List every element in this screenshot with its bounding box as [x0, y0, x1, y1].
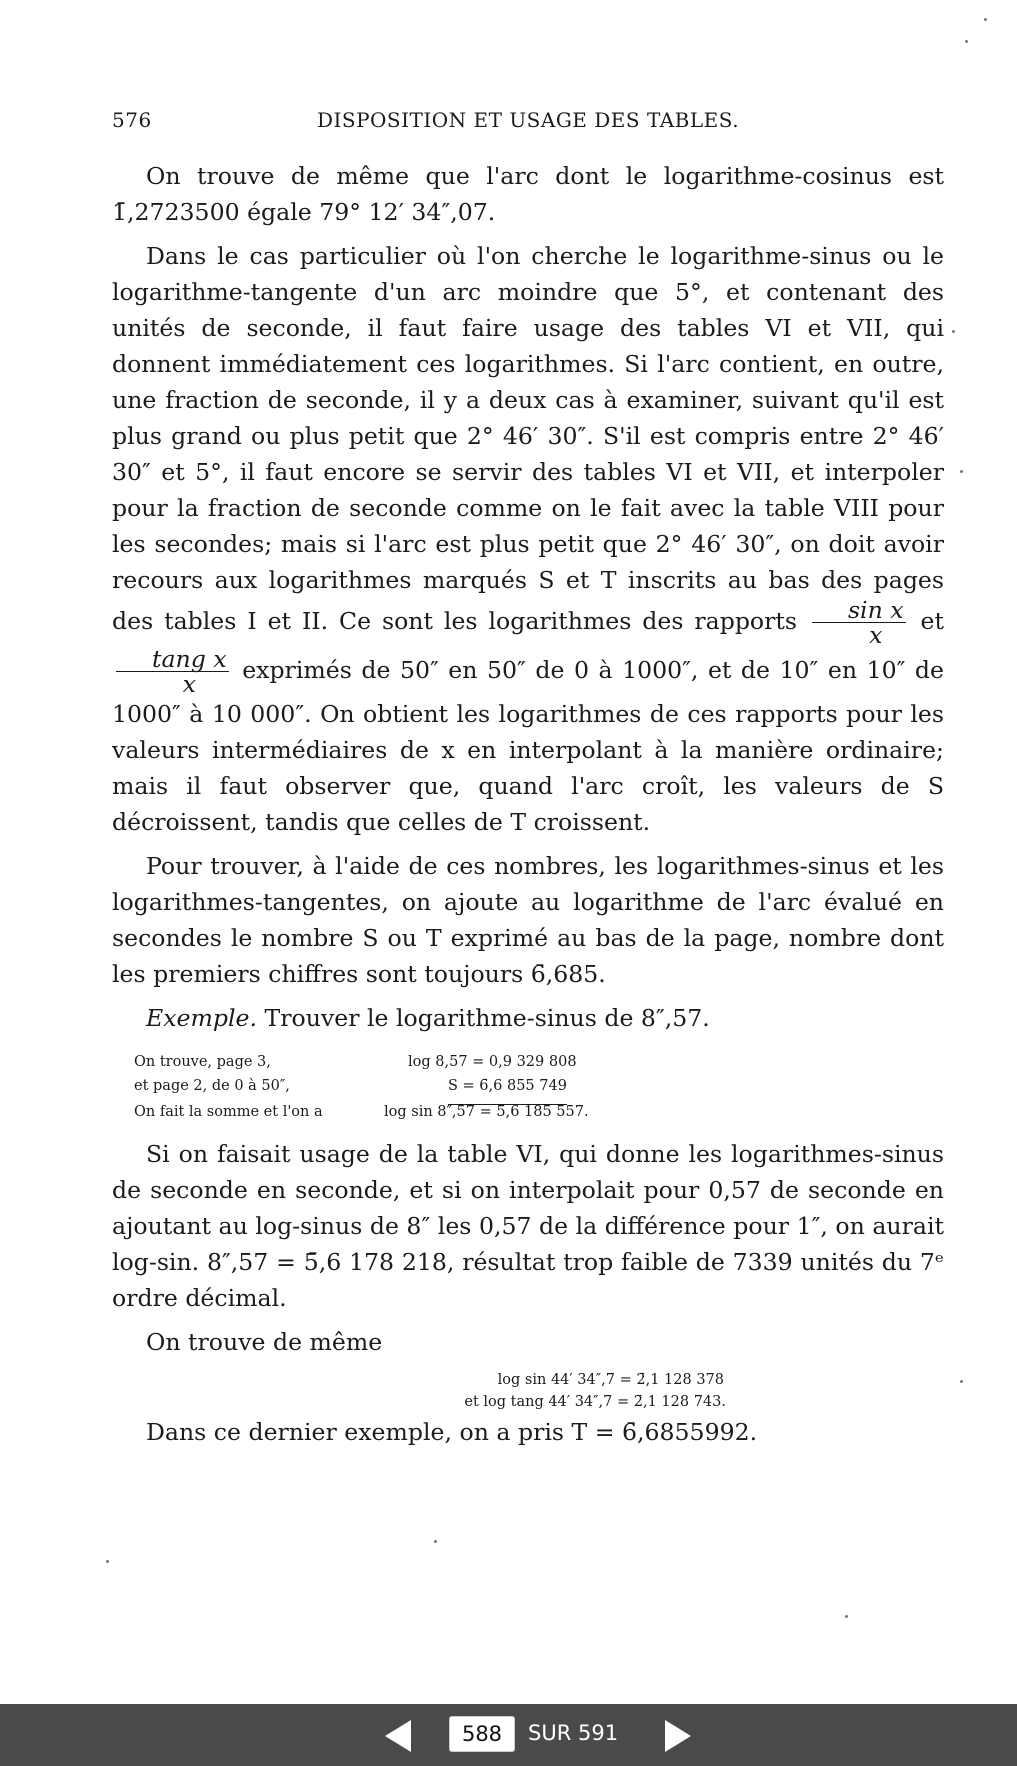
example-label: Exemple. [146, 1004, 257, 1032]
example-text: Trouver le logarithme-sinus de 8″,57. [264, 1004, 710, 1032]
calc-result: log sin 8″,57 = 5̄,6 185 557. [384, 1104, 589, 1120]
fraction-numerator: sin x [812, 598, 906, 623]
triangle-right-icon[interactable] [665, 1720, 691, 1752]
calc-value: S = 6̄,6 855 749 [448, 1068, 567, 1105]
page-number-input[interactable] [449, 1716, 515, 1752]
calc-value: et log tang 44′ 34″,7 = 2̄,1 128 743. [464, 1394, 726, 1410]
page-number: 576 [112, 108, 152, 132]
fraction-denominator: x [182, 670, 196, 698]
paragraph: Pour trouver, à l'aide de ces nombres, les logarithmes-sinus et les logarithmes-tangentes, on ajoute au logarithme de l'arc évalué en secondes le nombre S ou T exprimé au bas de la page, nombre dont les premiers chiffres sont toujours 6̄,685. [112, 852, 944, 988]
running-title: DISPOSITION ET USAGE DES TABLES. [316, 108, 740, 132]
calc-label: et page 2, de 0 à 50″, [134, 1078, 290, 1094]
paragraph: Si on faisait usage de la table VI, qui donne les logarithmes-sinus de seconde en seconde, et si on interpolait pour 0,57 de seconde en ajoutant au log-sinus de 8″ les 0,57 de la différence pour 1″, on aurait log-sin. 8″,57 = 5̄,6 178 218, résultat trop faible de 7339 unités du 7ᵉ ordre décimal. [112, 1140, 944, 1312]
scan-speck [845, 1615, 848, 1618]
scan-speck [434, 1540, 437, 1543]
triangle-left-icon[interactable] [385, 1720, 411, 1752]
calc-label: On trouve, page 3, [134, 1054, 271, 1070]
paragraph [112, 238, 944, 840]
scan-speck [965, 40, 968, 43]
fraction-tang [116, 647, 229, 696]
paragraph-text: Dans le cas particulier où l'on cherche le logarithme-sinus ou le logarithme-tangente d'un arc moindre que 5°, et contenant des unités de seconde, il faut faire usage des tables VI et VII, qui donnent immédiatement ces logarithmes. Si l'arc contient, en outre, une fraction de seconde, il y a deux cas à examiner, suivant qu'il est plus grand ou plus petit que 2° 46′ 30″. S'il est compris entre 2° 46′ 30″ et 5°, il faut encore se servir des tables VI et VII, et interpoler pour la fraction de seconde comme on le fait avec la table VIII pour les secondes; mais si l'arc est plus petit que 2° 46′ 30″, on doit avoir recours aux logarithmes marqués S et T inscrits au bas des pages des tables I et II. Ce sont les logarithmes des rapports [112, 242, 944, 635]
calc-label: On fait la somme et l'on a [134, 1104, 323, 1120]
fraction-sin [812, 598, 906, 647]
calc-value: log 8,57 = 0,9 329 808 [408, 1054, 577, 1070]
paragraph: Dans ce dernier exemple, on a pris T = 6̄,6855992. [146, 1418, 758, 1446]
page-total-label: SUR 591 [528, 1721, 619, 1745]
calc-value: log sin 44′ 34″,7 = 2̄,1 128 378 [497, 1372, 724, 1388]
page-navigation-bar [0, 1704, 1017, 1766]
fraction-numerator: tang x [116, 647, 229, 672]
scan-speck [106, 1560, 109, 1563]
scan-speck [960, 1380, 963, 1383]
calculation-block [112, 1044, 944, 1126]
page-body [112, 158, 944, 1458]
scan-speck [984, 18, 987, 21]
scan-speck [952, 330, 955, 333]
paragraph: On trouve de même [146, 1328, 383, 1356]
fraction-denominator: x [869, 621, 883, 649]
scan-speck [960, 470, 963, 473]
example-paragraph [112, 1000, 944, 1036]
paragraph-text: et [920, 607, 944, 635]
paragraph-text: exprimés de 50″ en 50″ de 0 à 1000″, et de 10″ en 10″ de 1000″ à 10 000″. On obtient les logarithmes de ces rapports pour les valeurs intermédiaires de x en interpolant à la manière ordinaire; mais il faut observer que, quand l'arc croît, les valeurs de S décroissent, tandis que celles de T croissent. [112, 656, 945, 836]
calculation-block-2 [112, 1362, 944, 1410]
paragraph: On trouve de même que l'arc dont le logarithme-cosinus est 1̄,2723500 égale 79° 12′ 34″,07. [112, 162, 944, 226]
